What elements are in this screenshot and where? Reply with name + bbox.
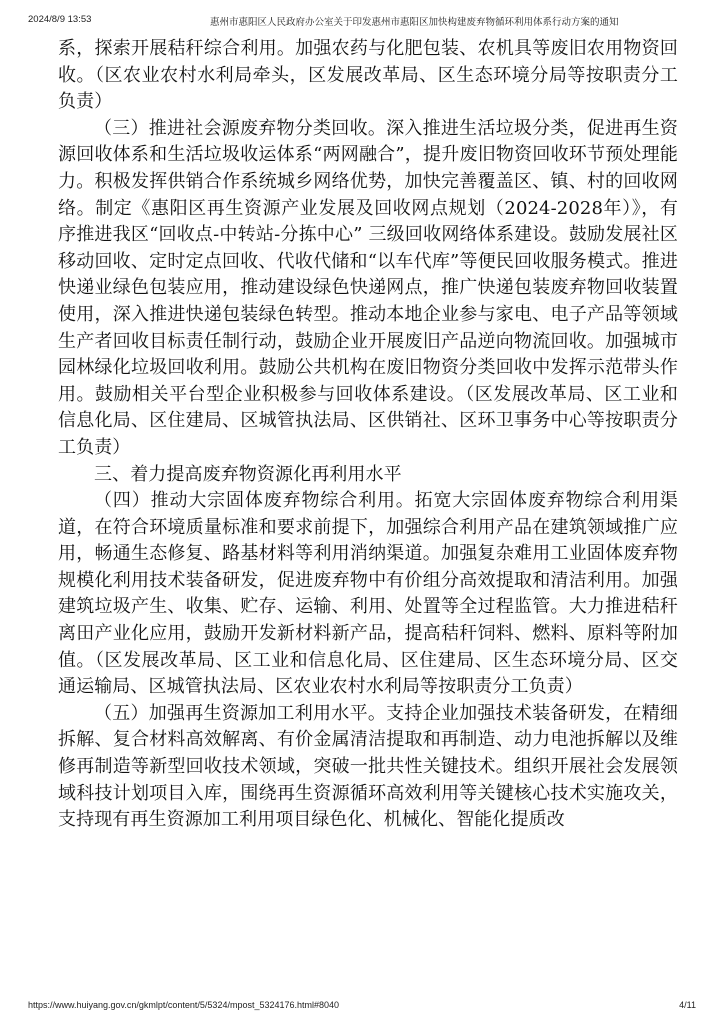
paragraph-continuation: 系，探索开展秸秆综合利用。加强农药与化肥包装、农机具等废旧农用物资回收。（区农业农村水利局牵头，区发展改革局、区生态环境分局等按职责分工负责） xyxy=(58,38,678,113)
print-footer xyxy=(0,1000,724,1014)
page-number: 4/11 xyxy=(679,1000,696,1010)
paragraph-section-5: （五）加强再生资源加工利用水平。支持企业加强技术装备研发，在精细拆解、复合材料高效解离、有价金属清洁提取和再制造、动力电池拆解以及维修再制造等新型回收技术领域，突破一批共性关键技术。组织开展社会发展领域科技计划项目入库，围绕再生资源循环高效利用等关键核心技术实施攻关，支持现有再生资源加工利用项目绿色化、机械化、智能化提质改 xyxy=(58,702,678,831)
document-title: 惠州市惠阳区人民政府办公室关于印发惠州市惠阳区加快构建废弃物循环利用体系行动方案的通知 xyxy=(210,17,619,28)
page-url: https://www.huiyang.gov.cn/gkmlpt/content/5/5324/mpost_5324176.html#8040 xyxy=(28,1000,340,1010)
paragraph-section-3: （三）推进社会源废弃物分类回收。深入推进生活垃圾分类，促进再生资源回收体系和生活垃圾收运体系“两网融合”，提升废旧物资回收环节预处理能力。积极发挥供销合作系统城乡网络优势，加快完善覆盖区、镇、村的回收网络。制定《惠阳区再生资源产业发展及回收网点规划（2024-2028年）》，有序推进我区“回收点-中转站-分拣中心” 三级回收网络体系建设。鼓励发展社区移动回收、定时定点回收、代收代储和“以车代库”等便民回收服务模式。推进快递业绿色包装应用，推动建设绿色快递网点，推广快递包装废弃物回收装置使用，深入推进快递包装绿色转型。推动本地企业参与家电、电子产品等领域生产者回收目标责任制行动，鼓励企业开展废旧产品逆向物流回收。加强城市园林绿化垃圾回收利用。鼓励公共机构在废旧物资分类回收中发挥示范带头作用。鼓励相关平台型企业积极参与回收体系建设。（区发展改革局、区工业和信息化局、区住建局、区城管执法局、区供销社、区环卫事务中心等按职责分工负责） xyxy=(58,117,678,458)
print-date: 2024/8/9 13:53 xyxy=(28,14,92,25)
paragraph-section-4: （四）推动大宗固体废弃物综合利用。拓宽大宗固体废弃物综合利用渠道，在符合环境质量标准和要求前提下，加强综合利用产品在建筑领域推广应用，畅通生态修复、路基材料等利用消纳渠道。加强复杂难用工业固体废弃物规模化利用技术装备研发，促进废弃物中有价组分高效提取和清洁利用。加强建筑垃圾产生、收集、贮存、运输、利用、处置等全过程监管。大力推进秸秆离田产业化应用，鼓励开发新材料新产品，提高秸秆饲料、燃料、原料等附加值。（区发展改革局、区工业和信息化局、区住建局、区生态环境分局、区交通运输局、区城管执法局、区农业农村水利局等按职责分工负责） xyxy=(58,490,678,698)
print-header xyxy=(0,14,724,30)
document-body xyxy=(58,36,678,834)
section-heading: 三、着力提高废弃物资源化再利用水平 xyxy=(94,463,402,485)
